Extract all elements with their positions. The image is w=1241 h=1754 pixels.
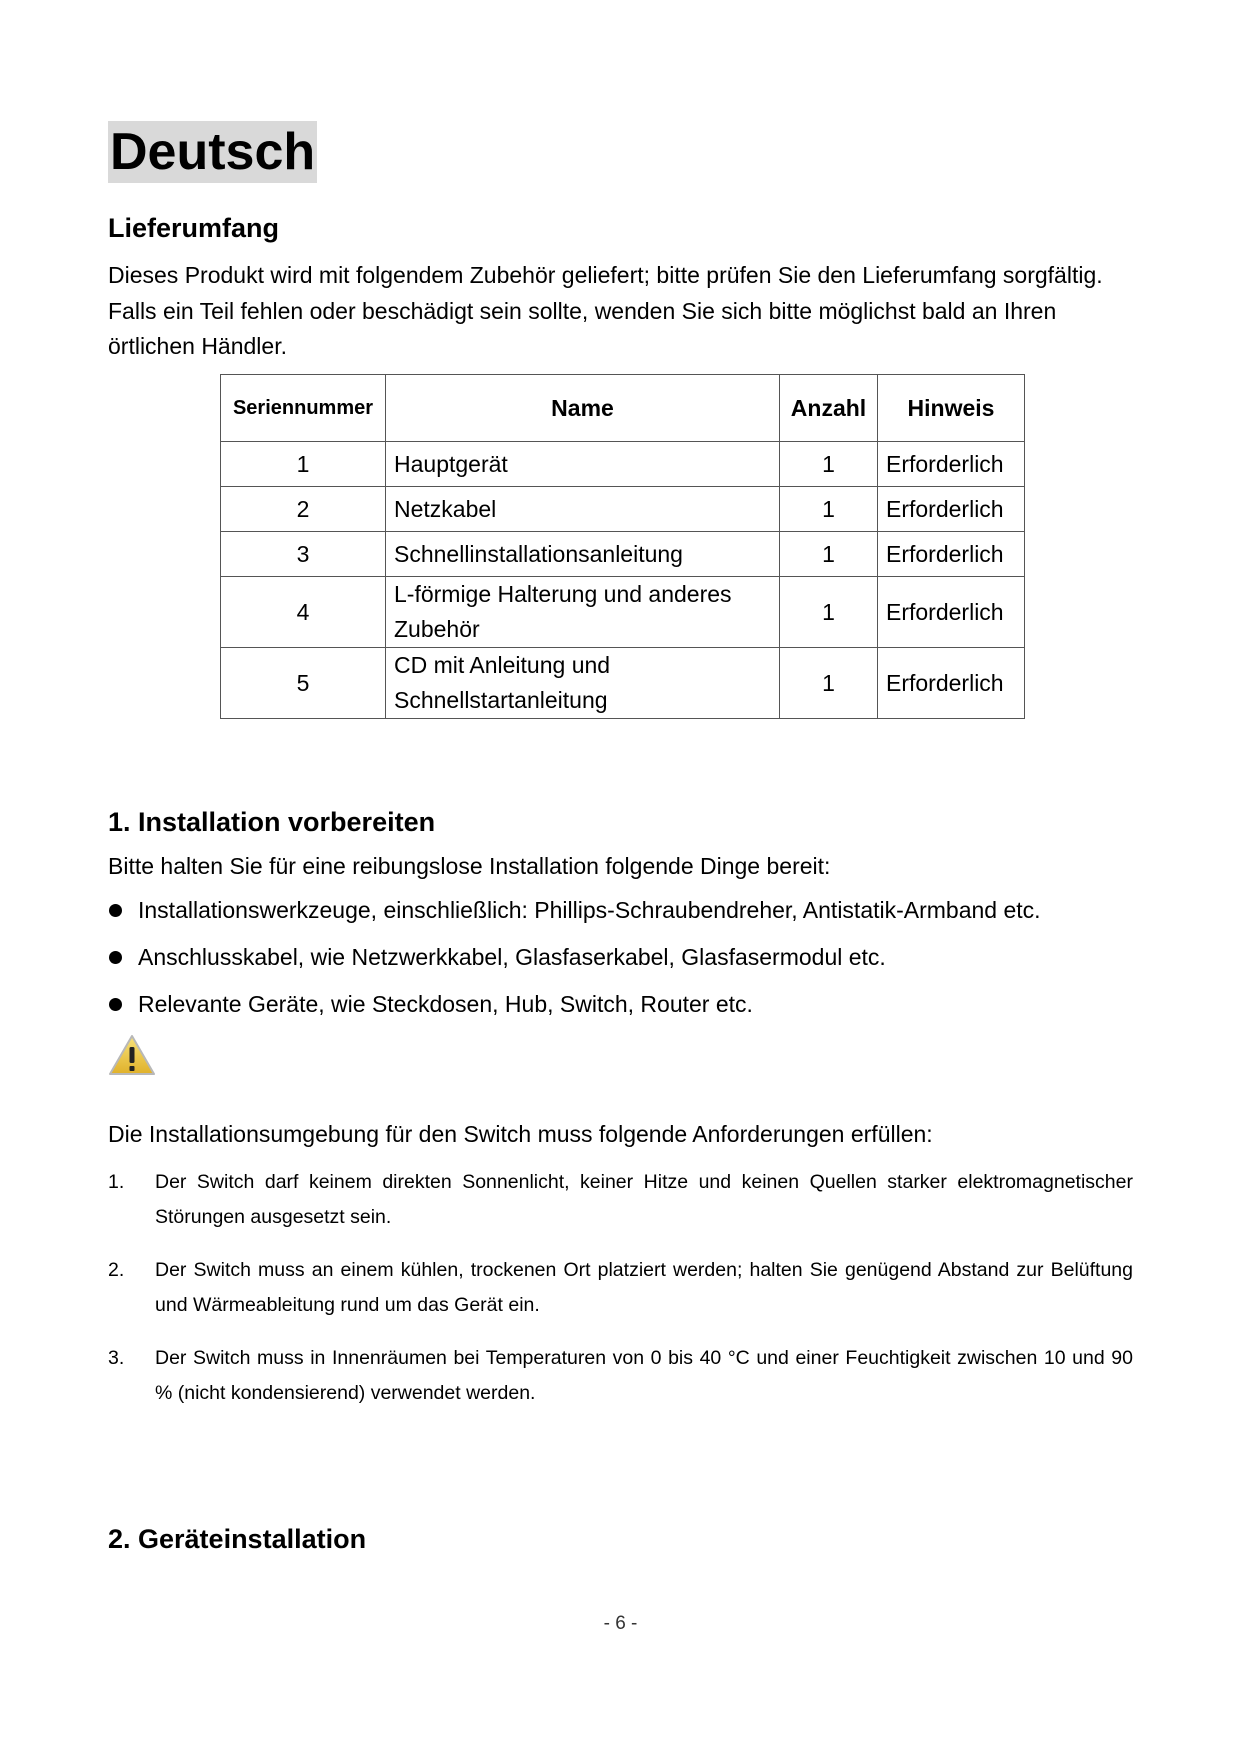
table-header-row bbox=[221, 375, 1025, 442]
cell-note: Erforderlich bbox=[878, 442, 1025, 487]
table-row bbox=[221, 577, 1025, 648]
list-item bbox=[108, 1253, 1133, 1341]
cell-name: CD mit Anleitung und Schnellstartanleitung bbox=[386, 648, 780, 719]
bullet-icon bbox=[109, 904, 122, 917]
cell-name: Netzkabel bbox=[386, 487, 780, 532]
section1-heading: 1. Installation vorbereiten bbox=[108, 807, 436, 837]
cell-serial: 1 bbox=[221, 442, 386, 487]
list-item-number: 2. bbox=[108, 1259, 125, 1281]
table-row bbox=[221, 648, 1025, 719]
list-item-text: Installationswerkzeuge, einschließlich: Phillips-Schraubendreher, Antistatik-Armband etc. bbox=[138, 897, 1041, 923]
table-row bbox=[221, 532, 1025, 577]
list-item-text: Relevante Geräte, wie Steckdosen, Hub, Switch, Router etc. bbox=[138, 991, 753, 1017]
preparation-list bbox=[108, 894, 1041, 1035]
cell-note: Erforderlich bbox=[878, 648, 1025, 719]
list-item bbox=[108, 894, 1041, 941]
list-item bbox=[108, 1165, 1133, 1253]
list-item-text: Anschlusskabel, wie Netzwerkkabel, Glasfaserkabel, Glasfasermodul etc. bbox=[138, 944, 886, 970]
cell-quantity: 1 bbox=[780, 648, 878, 719]
list-item-text: Der Switch muss an einem kühlen, trockenen Ort platziert werden; halten Sie genügend Abstand zur Belüftung und Wärmeableitung rund um das Gerät ein. bbox=[155, 1259, 1133, 1316]
list-item-number: 1. bbox=[108, 1171, 125, 1193]
environment-intro: Die Installationsumgebung für den Switch muss folgende Anforderungen erfüllen: bbox=[108, 1121, 933, 1147]
table-row bbox=[221, 487, 1025, 532]
list-item-number: 3. bbox=[108, 1347, 125, 1369]
package-contents-table bbox=[220, 374, 1025, 719]
scope-heading: Lieferumfang bbox=[108, 213, 280, 243]
cell-name: Hauptgerät bbox=[386, 442, 780, 487]
page-number: - 6 - bbox=[603, 1613, 638, 1634]
cell-note: Erforderlich bbox=[878, 577, 1025, 648]
requirements-list bbox=[108, 1165, 1133, 1429]
cell-note: Erforderlich bbox=[878, 532, 1025, 577]
cell-serial: 4 bbox=[221, 577, 386, 648]
list-item bbox=[108, 988, 1041, 1035]
list-item-text: Der Switch darf keinem direkten Sonnenlicht, keiner Hitze und keinen Quellen starker elektromagnetischer Störungen ausgesetzt sein. bbox=[155, 1171, 1133, 1228]
cell-serial: 5 bbox=[221, 648, 386, 719]
cell-note: Erforderlich bbox=[878, 487, 1025, 532]
cell-name: Schnellinstallationsanleitung bbox=[386, 532, 780, 577]
section1-intro: Bitte halten Sie für eine reibungslose Installation folgende Dinge bereit: bbox=[108, 853, 831, 879]
table-row bbox=[221, 442, 1025, 487]
list-item bbox=[108, 941, 1041, 988]
header-note: Hinweis bbox=[878, 375, 1025, 442]
cell-serial: 3 bbox=[221, 532, 386, 577]
scope-intro: Dieses Produkt wird mit folgendem Zubehör geliefert; bitte prüfen Sie den Lieferumfang sorgfältig. Falls ein Teil fehlen oder beschädigt sein sollte, wenden Sie sich bitte möglichst bald an Ihren örtlichen Händler. bbox=[108, 262, 1103, 359]
cell-name: L-förmige Halterung und anderes Zubehör bbox=[386, 577, 780, 648]
cell-quantity: 1 bbox=[780, 487, 878, 532]
cell-quantity: 1 bbox=[780, 442, 878, 487]
header-quantity: Anzahl bbox=[780, 375, 878, 442]
section2-heading: 2. Geräteinstallation bbox=[108, 1524, 367, 1554]
warning-triangle-icon bbox=[108, 1033, 156, 1077]
cell-quantity: 1 bbox=[780, 577, 878, 648]
list-item bbox=[108, 1341, 1133, 1429]
list-item-text: Der Switch muss in Innenräumen bei Temperaturen von 0 bis 40 °C und einer Feuchtigkeit zwischen 10 und 90 % (nicht kondensierend) verwendet werden. bbox=[155, 1347, 1133, 1404]
header-name: Name bbox=[386, 375, 780, 442]
header-serial: Seriennummer bbox=[221, 375, 386, 442]
bullet-icon bbox=[109, 951, 122, 964]
language-title: Deutsch bbox=[110, 123, 316, 181]
cell-quantity: 1 bbox=[780, 532, 878, 577]
bullet-icon bbox=[109, 998, 122, 1011]
cell-serial: 2 bbox=[221, 487, 386, 532]
